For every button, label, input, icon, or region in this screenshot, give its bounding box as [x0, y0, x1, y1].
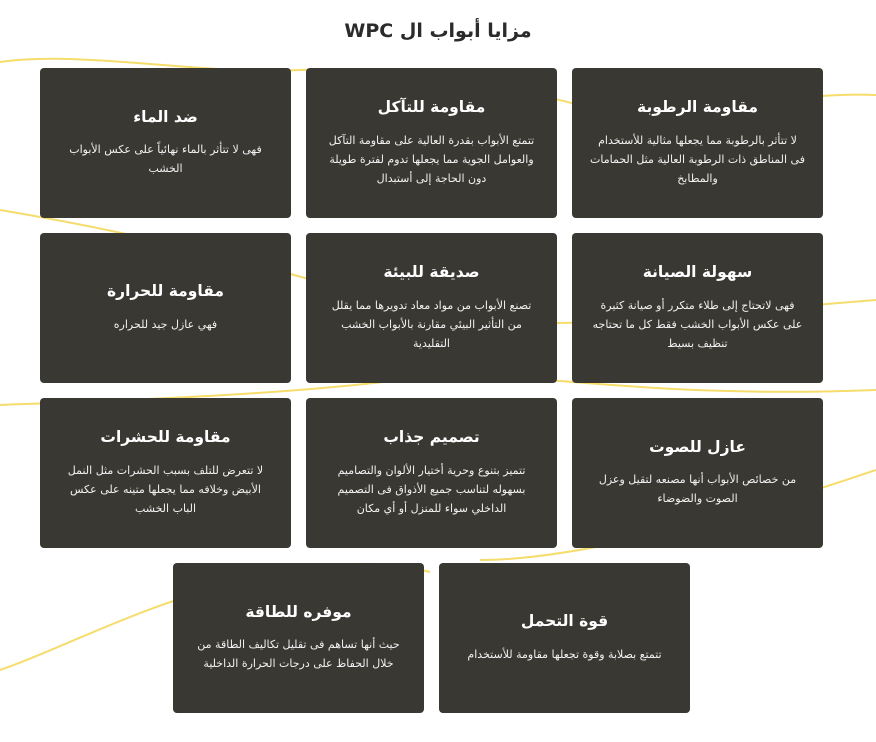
feature-card-description: فهى لاتحتاج إلى طلاء متكرر أو صيانة كثيرة على عكس الأبواب الخشب فقط كل ما تحتاجه تنظيف بسيط [592, 298, 803, 350]
feature-card-title: مقاومة الرطوبة [637, 98, 758, 117]
feature-card-description: تتمتع بصلابة وقوة تجعلها مقاومة للأستخدام [467, 647, 662, 661]
feature-card-attractive-design [306, 398, 557, 548]
feature-card-title: تصميم جذاب [383, 428, 480, 447]
feature-card-durability [439, 563, 690, 713]
feature-card-title: قوة التحمل [520, 612, 609, 631]
feature-card-description: من خصائص الأبواب أنها مصنعه لتقيل وعزل الصوت والضوضاء [598, 473, 797, 506]
feature-card-description: لا تتعرض للتلف بسبب الحشرات مثل النمل الأبيض وخلافه مما يجعلها متينه على عكس الباب الخشب [67, 463, 264, 515]
page-title: مزايا أبواب ال WPC [344, 20, 532, 42]
feature-card-insect-resistance [40, 398, 291, 548]
feature-card-title: ضد الماء [133, 107, 198, 126]
feature-card-title: مقاومة للحرارة [107, 282, 224, 301]
feature-card-sound-insulation [572, 398, 823, 548]
feature-card-moisture-resistance [572, 68, 823, 218]
feature-card-easy-maintenance [572, 233, 823, 383]
feature-card-description: تتميز بتنوع وحرية أختيار الألوان والتصاميم بسهوله لتناسب جميع الأذواق فى التصميم الداخلي سواء للمنزل أو أي مكان [337, 463, 526, 515]
feature-card-description: تتمتع الأبواب بقدرة العالية على مقاومة التآكل والعوامل الجوية مما يجعلها تدوم لفترة طويلة دون الحاجة إلى أستبدال [328, 133, 535, 185]
feature-card-title: موفره للطاقة [245, 602, 352, 621]
feature-card-description: حيث أنها تساهم فى تقليل تكاليف الطاقة من خلال الحفاظ على درجات الحرارة الداخلية [197, 638, 400, 671]
feature-card-title: مقاومة للتآكل [377, 98, 486, 117]
feature-card-waterproof [40, 68, 291, 218]
feature-card-title: صديقة للبيئة [383, 263, 480, 282]
feature-card-title: عازل للصوت [649, 437, 746, 456]
feature-card-title: سهولة الصيانة [642, 263, 753, 282]
feature-card-corrosion-resistance [306, 68, 557, 218]
feature-card-description: تصنع الأبواب من مواد معاد تدويرها مما يقلل من التأثير البيئي مقارنة بالأبواب الخشب التقليدية [331, 298, 532, 350]
feature-card-eco-friendly [306, 233, 557, 383]
feature-card-description: فهي عازل جيد للحراره [113, 317, 218, 331]
feature-card-description: فهى لا تتأثر بالماء نهائياً على عكس الأبواب الخشب [69, 143, 262, 176]
feature-card-energy-saving [173, 563, 424, 713]
feature-card-description: لا تتأثر بالرطوبة مما يجعلها مثالية للأستخدام فى المناطق ذات الرطوبة العالية مثل الحمامات والمطابخ [590, 133, 805, 185]
feature-card-heat-resistance [40, 233, 291, 383]
feature-card-title: مقاومة للحشرات [100, 428, 231, 447]
